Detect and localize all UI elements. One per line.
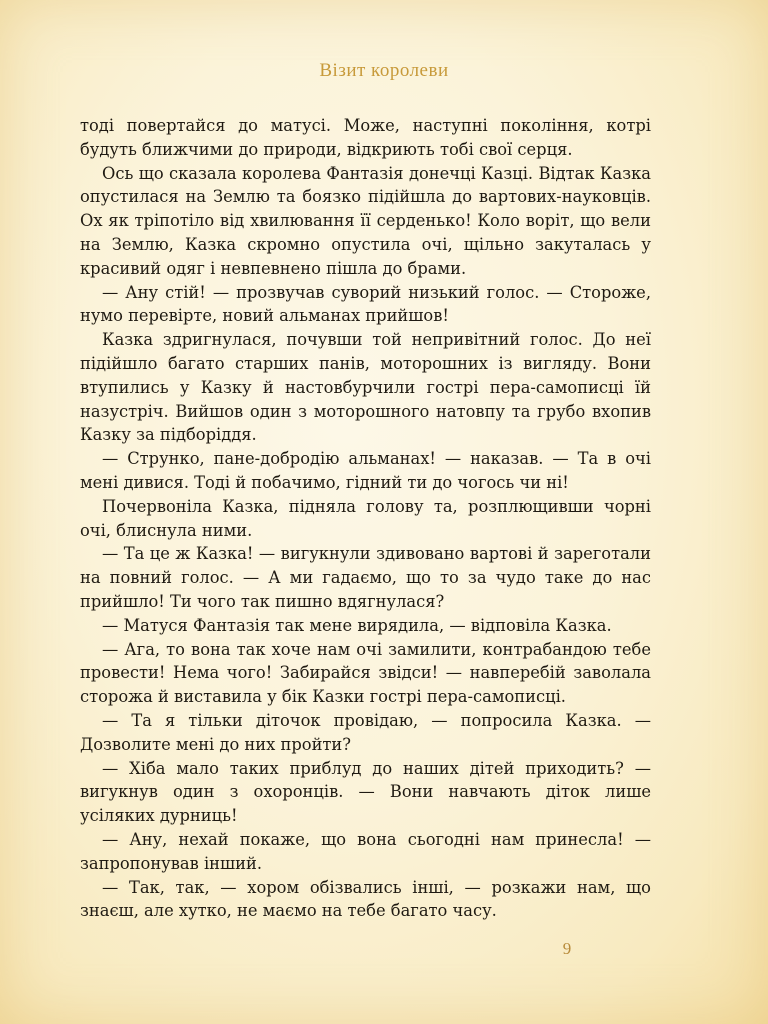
paragraph: Ось що сказала королева Фантазія донечці Казці. Відтак Казка опустилася на Землю та боязко підійшла до вартових-науковців. Ох як тріпотіло від хвилювання її серденько! Коло воріт, що вели на Землю, Казка скромно опустила очі, щільно закуталась у красивий одяг і невпевнено пішла до брами.	[80, 163, 651, 278]
running-header: Візит королеви	[319, 60, 449, 81]
body-text	[80, 114, 651, 923]
paragraph: — Ага, то вона так хоче нам очі замилити, контрабандою тебе провести! Нема чого! Забирайся звідси! — навперебій заволала сторожа й виставила у бік Казки гострі пера-самописці.	[80, 639, 651, 707]
paragraph: — Ану, нехай покаже, що вона сьогодні нам принесла! — запропонував інший.	[80, 829, 651, 873]
paragraph: — Ану стій! — прозвучав суворий низький голос. — Стороже, нумо перевірте, новий альманах прийшов!	[80, 282, 651, 326]
paragraph: Казка здригнулася, почувши той непривітний голос. До неї підійшло багато старших панів, моторошних із вигляду. Вони втупились у Казку й настовбурчили гострі пера-самописці їй назустріч. Вийшов один з моторошного натовпу та грубо вхопив Казку за підборіддя.	[80, 330, 651, 445]
paragraph: — Хіба мало таких приблуд до наших дітей приходить? — вигукнув один з охоронців. — Вони навчають діток лише усіляких дурниць!	[80, 758, 651, 826]
paragraph: — Та це ж Казка! — вигукнули здивовано вартові й зареготали на повний голос. — А ми гадаємо, що то за чудо таке до нас прийшло! Ти чого так пишно вдягнулася?	[80, 544, 651, 611]
paragraph: — Так, так, — хором обізвались інші, — розкажи нам, що знаєш, але хутко, не маємо на тебе багато часу.	[80, 877, 651, 921]
paragraph: — Та я тільки діточок провідаю, — попросила Казка. — Дозволите мені до них пройти?	[80, 710, 651, 754]
paragraph: — Струнко, пане-добродію альманах! — наказав. — Та в очі мені дивися. Тоді й побачимо, гідний ти до чогось чи ні!	[80, 449, 651, 492]
paragraph: Почервоніла Казка, підняла голову та, розплющивши чорні очі, блиснула ними.	[80, 496, 651, 540]
paragraph: — Матуся Фантазія так мене вирядила, — відповіла Казка.	[102, 615, 612, 635]
page-number: 9	[562, 939, 572, 958]
paragraph: тоді повертайся до матусі. Може, наступні покоління, котрі будуть ближчими до природи, відкриють тобі свої серця.	[80, 116, 651, 159]
